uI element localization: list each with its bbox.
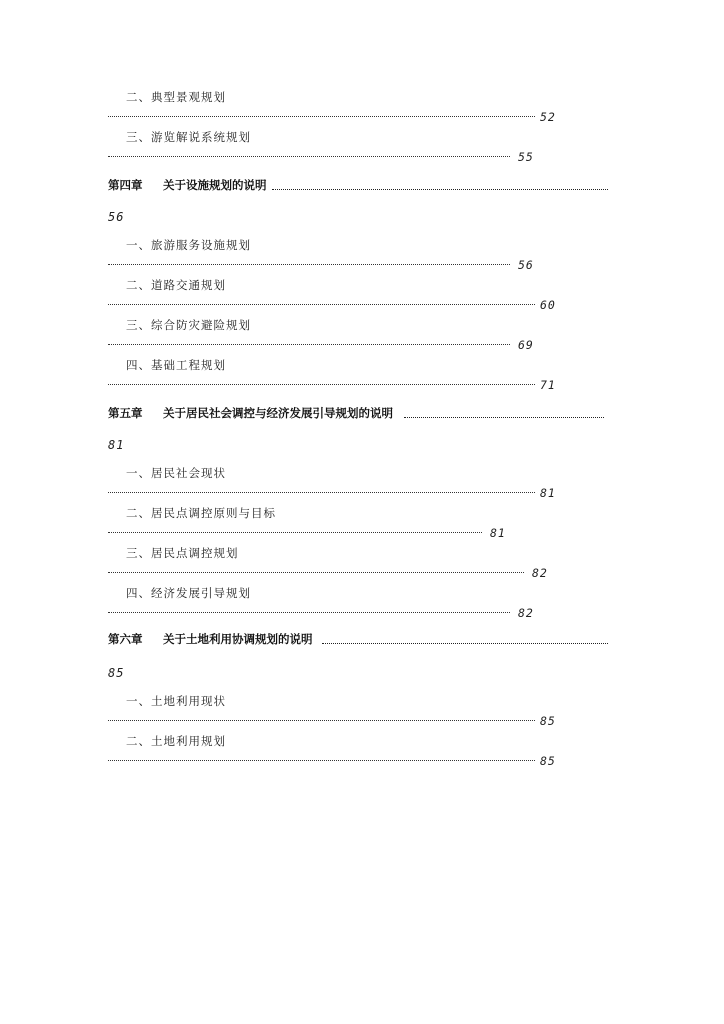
leader-dots — [272, 189, 608, 190]
chapter-number: 第五章 — [108, 406, 143, 420]
toc-entry-page: 56 — [518, 258, 534, 272]
toc-entry-page: 82 — [532, 566, 548, 580]
leader-dots — [108, 264, 510, 265]
leader-dots — [108, 572, 524, 573]
toc-entry-page: 82 — [518, 606, 534, 620]
leader-dots — [108, 720, 535, 721]
toc-entry-title: 三、居民点调控规划 — [126, 546, 239, 560]
toc-entry-page: 60 — [540, 298, 556, 312]
leader-dots — [108, 532, 482, 533]
leader-dots — [108, 116, 535, 117]
toc-entry-page: 69 — [518, 338, 534, 352]
leader-dots — [108, 760, 535, 761]
toc-entry-title: 一、土地利用现状 — [126, 694, 226, 708]
leader-dots — [108, 612, 510, 613]
toc-entry-title: 二、居民点调控原则与目标 — [126, 506, 276, 520]
chapter-page: 81 — [108, 438, 125, 452]
toc-entry-page: 85 — [540, 714, 556, 728]
chapter-title: 关于土地利用协调规划的说明 — [163, 632, 313, 646]
toc-entry-title: 四、经济发展引导规划 — [126, 586, 251, 600]
toc-entry-page: 81 — [540, 486, 556, 500]
toc-entry-page: 85 — [540, 754, 556, 768]
toc-entry-title: 一、居民社会现状 — [126, 466, 226, 480]
toc-entry-title: 三、游览解说系统规划 — [126, 130, 251, 144]
toc-entry-page: 52 — [540, 110, 556, 124]
toc-entry-title: 四、基础工程规划 — [126, 358, 226, 372]
leader-dots — [108, 384, 535, 385]
chapter-title: 关于设施规划的说明 — [163, 178, 267, 192]
toc-entry-page: 71 — [540, 378, 556, 392]
toc-entry-page: 55 — [518, 150, 534, 164]
leader-dots — [322, 643, 608, 644]
leader-dots — [108, 304, 535, 305]
toc-entry-title: 二、道路交通规划 — [126, 278, 226, 292]
leader-dots — [108, 344, 510, 345]
toc-entry-page: 81 — [490, 526, 506, 540]
leader-dots — [108, 156, 510, 157]
chapter-number: 第六章 — [108, 632, 143, 646]
toc-entry-title: 三、综合防灾避险规划 — [126, 318, 251, 332]
toc-entry-title: 二、土地利用规划 — [126, 734, 226, 748]
leader-dots — [404, 417, 604, 418]
leader-dots — [108, 492, 535, 493]
chapter-page: 56 — [108, 210, 125, 224]
chapter-title: 关于居民社会调控与经济发展引导规划的说明 — [163, 406, 393, 420]
toc-entry-title: 一、旅游服务设施规划 — [126, 238, 251, 252]
chapter-page: 85 — [108, 666, 125, 680]
toc-entry-title: 二、典型景观规划 — [126, 90, 226, 104]
chapter-number: 第四章 — [108, 178, 143, 192]
